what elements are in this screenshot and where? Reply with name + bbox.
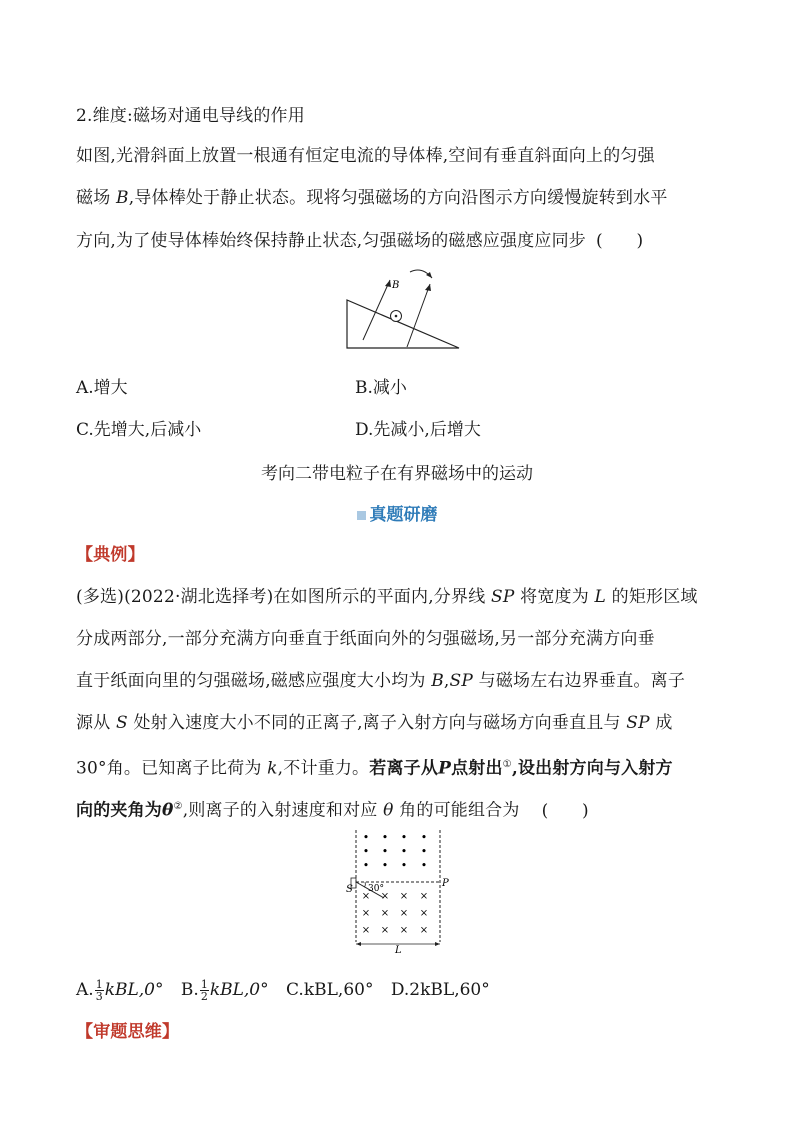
example-text-line: 分成两部分,一部分充满方向垂直于纸面向外的匀强磁场,另一部分充满方向垂 <box>76 629 655 649</box>
label-s: S <box>346 884 353 895</box>
incline-triangle <box>347 300 459 348</box>
incline-figure <box>340 262 470 354</box>
field-line-rotated <box>407 284 430 347</box>
option-d: D.2kBL,60° <box>390 980 490 1000</box>
field-cross: × <box>361 891 371 902</box>
option-a: A.增大 <box>76 378 128 398</box>
badge: 真题研磨 <box>0 500 794 525</box>
field-out-dots <box>363 831 428 872</box>
example-text-line: 向的夹角为θ②,则离子的入射速度和对应 θ 角的可能组合为 ( ) <box>76 800 589 821</box>
example-text-line: (多选)(2022·湖北选择考)在如图所示的平面内,分界线 SP 将宽度为 L 的矩形区域 <box>76 587 698 607</box>
example-tag: 【典例】 <box>76 545 145 565</box>
field-dot: • <box>400 859 408 872</box>
field-line-b <box>363 280 390 340</box>
field-cross: × <box>361 925 371 936</box>
field-cross: × <box>419 908 429 919</box>
field-dot: • <box>362 845 370 858</box>
answer-parentheses: ( ) <box>541 800 589 821</box>
magnetic-field-figure <box>340 826 460 954</box>
field-dot: • <box>420 831 428 844</box>
badge-square-icon <box>357 511 366 520</box>
field-cross: × <box>399 891 409 902</box>
field-cross: × <box>399 908 409 919</box>
field-cross: × <box>419 925 429 936</box>
option-a: A. $\frac{1}{3}$ kBL,0° <box>76 978 164 1003</box>
question-title: 2.维度:磁场对通电导线的作用 <box>76 106 305 126</box>
field-dot: • <box>420 845 428 858</box>
field-dot: • <box>400 845 408 858</box>
field-dot: • <box>362 831 370 844</box>
field-dot: • <box>381 845 389 858</box>
example-text-line: 源从 S 处射入速度大小不同的正离子,离子入射方向与磁场方向垂直且与 SP 成 <box>76 713 673 733</box>
field-dot: • <box>400 831 408 844</box>
field-cross: × <box>380 891 390 902</box>
option-b: B.减小 <box>355 378 407 398</box>
answer-parentheses: ( ) <box>596 231 644 251</box>
label-b: B <box>392 280 400 291</box>
option-c: C.先增大,后减小 <box>76 420 202 440</box>
field-cross: × <box>361 908 371 919</box>
label-p: P <box>442 878 449 889</box>
field-cross: × <box>380 925 390 936</box>
analysis-tag: 【审题思维】 <box>76 1022 180 1042</box>
question-text-line: 方向,为了使导体棒始终保持静止状态,匀强磁场的磁感应强度应同步 ( ) <box>76 231 644 251</box>
option-d: D.先减小,后增大 <box>355 420 481 440</box>
option-c: C.kBL,60° <box>286 980 374 1000</box>
field-cross: × <box>419 891 429 902</box>
field-dot: • <box>362 859 370 872</box>
field-cross: × <box>380 908 390 919</box>
field-cross: × <box>399 925 409 936</box>
field-dot: • <box>420 859 428 872</box>
label-l: L <box>395 945 402 954</box>
option-b: B. $\frac{1}{2}$ kBL,0° <box>180 978 269 1003</box>
field-in-crosses <box>362 891 428 936</box>
label-angle: 30° <box>368 884 384 894</box>
section-heading: 考向二带电粒子在有界磁场中的运动 <box>261 464 533 484</box>
field-dot: • <box>381 859 389 872</box>
question-text-line: 如图,光滑斜面上放置一根通有恒定电流的导体棒,空间有垂直斜面向上的匀强 <box>76 146 655 166</box>
field-dot: • <box>381 831 389 844</box>
example-text-line: 直于纸面向里的匀强磁场,磁感应强度大小均为 B,SP 与磁场左右边界垂直。离子 <box>76 671 686 691</box>
question-text-line: 磁场 B,导体棒处于静止状态。现将匀强磁场的方向沿图示方向缓慢旋转到水平 <box>76 188 668 208</box>
example-options <box>76 978 490 1002</box>
example-text-line: 30°角。已知离子比荷为 k,不计重力。若离子从P点射出①,设出射方向与入射方 <box>76 758 673 779</box>
